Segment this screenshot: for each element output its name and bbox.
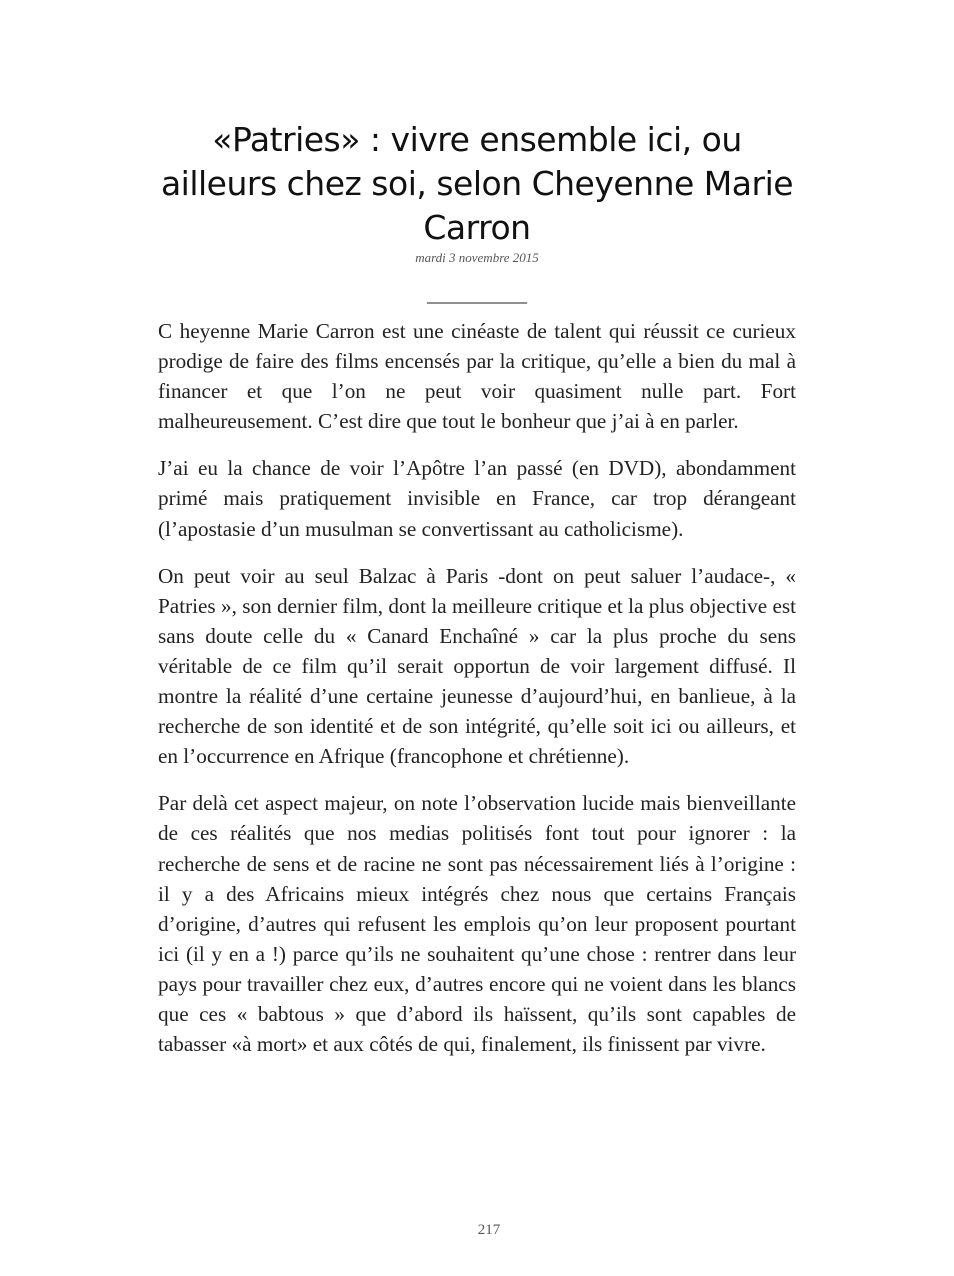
paragraph: C heyenne Marie Carron est une cinéaste de talent qui réussit ce curieux prodige de faire des films encensés par la critique, qu’elle a bien du mal à financer et que l’on ne peut voir quasiment nulle part. Fort malheureusement. C’est dire que tout le bonheur que j’ai à en parler. — [158, 319, 796, 434]
article-body — [158, 316, 796, 1076]
paragraph: On peut voir au seul Balzac à Paris -dont on peut saluer l’audace-, « Patries », son dernier film, dont la meilleure critique et la plus objective est sans doute celle du « Canard Enchaîné » car la plus proche du sens véritable de ce film qu’il serait opportun de voir largement diffusé. Il montre la réalité d’une certaine jeunesse d’aujourd’hui, en banlieue, à la recherche de son identité et de son intégrité, qu’elle soit ici ou ailleurs, et en l’occurrence en Afrique (francophone et chrétienne). — [158, 563, 796, 769]
paragraph: J’ai eu la chance de voir l’Apôtre l’an passé (en DVD), abondamment primé mais pratiquement invisible en France, car trop dérangeant (l’apostasie d’un musulman se convertissant au catholicisme). — [158, 456, 796, 541]
paragraph: Par delà cet aspect majeur, on note l’observation lucide mais bienveillante de ces réalités que nos medias politisés font tout pour ignorer : la recherche de sens et de racine ne sont pas nécessairement liés à l’origine : il y a des Africains mieux intégrés chez nous que certains Français d’origine, d’autres qui refusent les emplois qu’on leur proposent pourtant ici (il y en a !) parce qu’ils ne souhaitent qu’une chose : rentrer dans leur pays pour travailler chez eux, d’autres encore qui ne voient dans les blancs que ces « babtous » que d’abord ils haïssent, qu’ils sont capables de tabasser «à mort» et aux côtés de qui, finalement, ils finissent par vivre. — [158, 791, 796, 1057]
article-date: mardi 3 novembre 2015 — [415, 250, 539, 265]
article-title: «Patries» : vivre ensemble ici, ou ailleurs chez soi, selon Cheyenne Marie Carron — [160, 120, 794, 247]
title-separator: __________ — [427, 284, 527, 306]
page-number: 217 — [477, 1222, 501, 1238]
